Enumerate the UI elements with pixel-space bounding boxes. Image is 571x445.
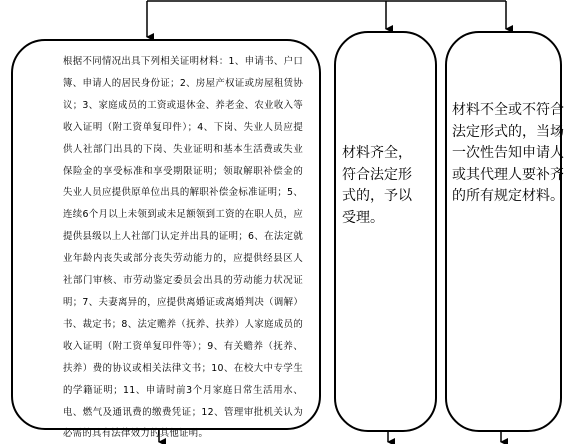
accept-box	[334, 31, 437, 432]
accept-text: 材料齐全，符合法定形式的，予以受理。	[342, 145, 412, 226]
required-documents-text: 根据不同情况出具下列相关证明材料：1、申请书、户口簿、申请人的居民身份证；2、房屋产权证或房屋租赁协议；3、家庭成员的工资或退休金、养老金、农业收入等收入证明（附工资单复印件）；4、下岗、失业人员应提供人社部门出具的下岗、失业证明和基本生活费或失业保险金的享受标准和享受期限证明；领取解职补偿金的失业人员应提供原单位出具的解职补偿金标准证明；5、连续6个月以上未领到或未足额领到工资的在职人员，应提供县级以上人社部门认定并出具的证明；6、在法定就业年龄内丧失或部分丧失劳动能力的，应提供经县区人社部门审核、市劳动鉴定委员会出具的劳动能力状况证明；7、夫妻离异的，应提供离婚证或离婚判决（调解）书、裁定书；8、法定赡养（抚养、扶养）人家庭成员的收入证明（附工资单复印件等）；9、有关赡养（抚养、扶养）费的协议或相关法律文书；10、在校大中专学生的学籍证明；11、申请时前3个月家庭日常生活用水、电、燃气及通讯费的缴费凭证；12、管理审批机关认为必需的具有法律效力的其他证明。	[63, 56, 303, 440]
incomplete-materials-text: 材料不全或不符合法定形式的，当场一次性告知申请人或其代理人要补齐的所有规定材料。	[452, 102, 564, 204]
incomplete-materials-box	[445, 31, 562, 432]
